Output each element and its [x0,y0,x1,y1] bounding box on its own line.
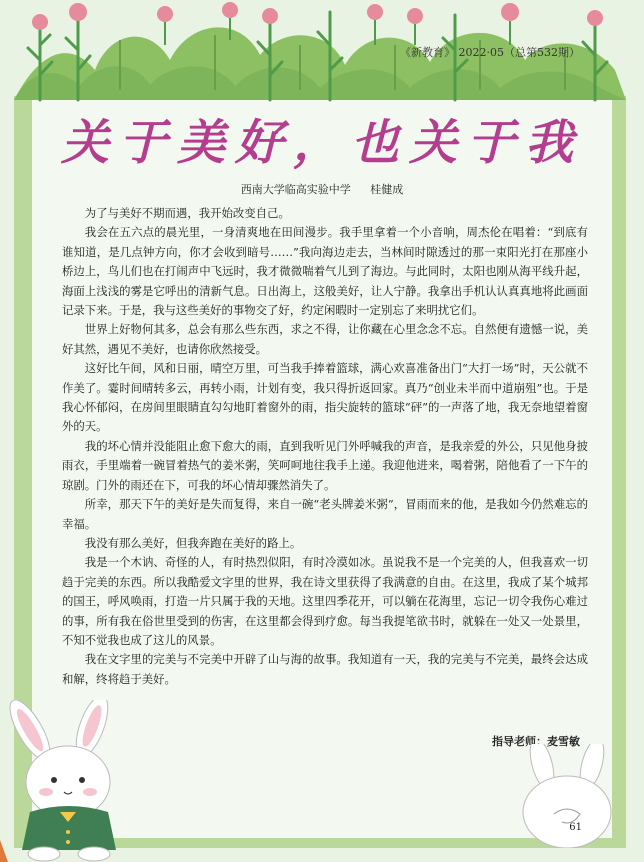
article-title: 关于美好，也关于我 [60,115,583,171]
teacher-credit: 指导老师：麦雪敏 [492,735,580,748]
paragraph: 我会在五六点的晨光里，一身清爽地在田间漫步。我手里拿着一个小音响，周杰伦在唱着：“到底有谁知道，是几点钟方向，你才会收到暗号……”我向海边走去，当林间时隙透过的那一束阳光打在那座小桥边上，鸟儿们也在打闹声中飞远时，我才微微喘着气儿到了海边。与此同时，太阳也刚从海平线升起，海面上浅浅的雾是它呼出的清新气息。日出海上，这般美好，让人宁静。我拿出手机认认真真地将此画面记录下来。于是，我与这些美好的事物交了好，约定闲暇时一定别忘了来明扰它们。 [62,225,588,318]
paragraph: 为了与美好不期而遇，我开始改变自己。 [84,206,290,220]
byline [0,181,644,197]
page-number: 61 [569,822,582,833]
article-body [62,204,588,689]
right-border [612,96,626,848]
paragraph: 我的坏心情并没能阻止愈下愈大的雨，直到我听见门外呼喊我的声音，是我亲爱的外公，只见他身披雨衣，手里端着一碗冒着热气的姜米粥，笑呵呵地往我手上递。我迎他进来，喝着粥，陪他看了一下午的琼剧。门外的雨还在下，可我的坏心情却骤然消失了。 [62,438,588,492]
author-name: 桂健成 [370,183,404,196]
journal-info: 《新教育》 2022·05（总第532期） [400,46,580,59]
rabbit-back-icon [512,744,622,848]
paragraph: 我在文字里的完美与不完美中开辟了山与海的故事。我知道有一天，我的完美与不完美，最终会达成和解，终将趋于美好。 [62,652,588,686]
paragraph: 所幸，那天下午的美好是失而复得，来自一碗“老头牌姜米粥”，冒雨而来的他，是我如今仍然难忘的幸福。 [62,497,588,531]
school-name: 西南大学临高实验中学 [240,183,351,196]
paragraph: 这好比午间，风和日丽，晴空万里，可当我手捧着篮球，满心欢喜准备出门“大打一场”时，天公就不作美了。霎时间晴转多云，再转小雨，计划有变，我只得折返回家。真乃“创业未半而中道崩殂”也。于是我心怀郁闷，在房间里眼睛直勾勾地盯着窗外的雨，指尖旋转的篮球“砰”的一声落了地，我无奈地望着窗外的天。 [62,361,588,434]
paragraph: 我没有那么美好，但我奔跑在美好的路上。 [84,535,302,550]
rabbit-in-green-sweater-icon [0,700,150,862]
paragraph: 世界上好物何其多，总会有那么些东西，求之不得，让你藏在心里念念不忘。自然便有遗憾一说，美好其然，遇见不美好，也请你欣然接受。 [62,322,588,356]
paragraph: 我是一个木讷、奇怪的人，有时热烈似阳，有时冷漠如冰。虽说我不是一个完美的人，但我喜欢一切趋于完美的东西。所以我酷爱文字里的世界，我在诗文里获得了我满意的自由。在这里，我成了某个城邦的国王，呼风唤雨，打造一片只属于我的天地。这里四季花开，可以躺在花海里，忘记一切令我伤心难过的事，所有我在俗世里受到的伤害，在这里都会得到疗愈。每当我提笔欲书时，就躲在一处又一处景里，不知不觉我也成了这儿的风景。 [62,555,588,647]
